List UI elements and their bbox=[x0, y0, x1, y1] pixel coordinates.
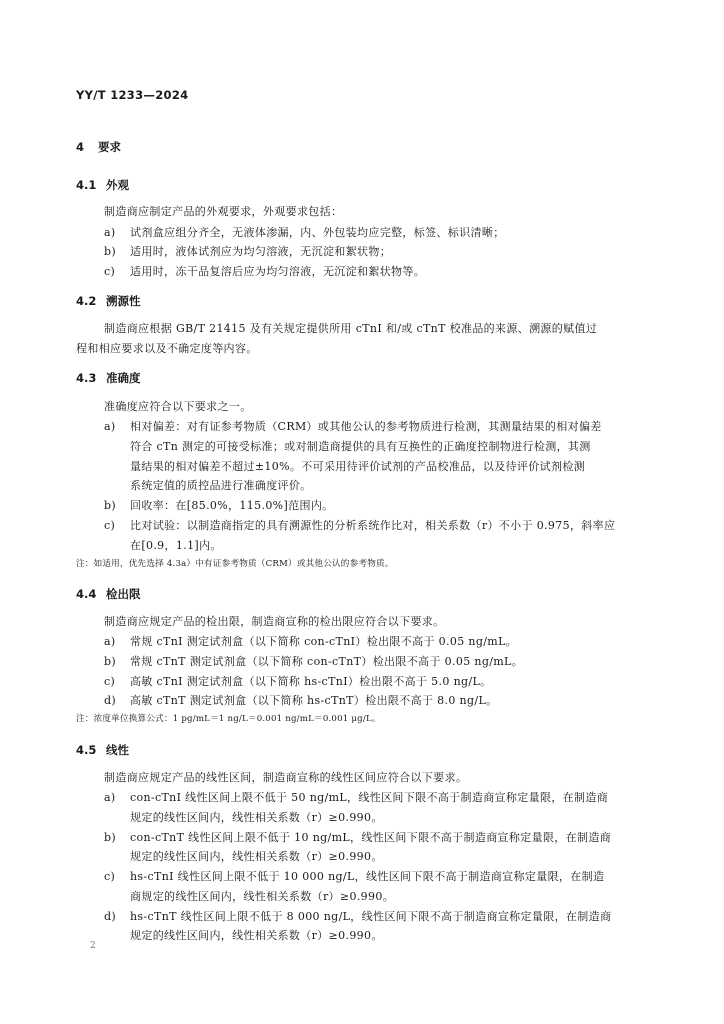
list-item bbox=[104, 243, 391, 259]
list-text: 适用时，冻干品复溶后应为均匀溶液，无沉淀和絮状物等。 bbox=[130, 265, 426, 278]
list-item bbox=[104, 633, 517, 649]
list-item bbox=[104, 263, 425, 279]
list-label: a) bbox=[104, 635, 116, 648]
list-item bbox=[104, 673, 491, 689]
list-item bbox=[104, 692, 497, 708]
paragraph-line: 制造商应根据 GB/T 21415 及有关规定提供所用 cTnI 和/或 cTnT 校准品的来源、溯源的赋值过 bbox=[104, 322, 598, 335]
list-label: c) bbox=[104, 519, 116, 532]
section-title: 外观 bbox=[106, 178, 129, 192]
list-text: 常规 cTnI 测定试剂盒（以下简称 con-cTnI）检出限不高于 0.05 ng/mL。 bbox=[130, 635, 518, 648]
list-label: b) bbox=[104, 655, 117, 668]
paragraph: 制造商应制定产品的外观要求，外观要求包括： bbox=[104, 205, 343, 218]
list-text: 高敏 cTnI 测定试剂盒（以下简称 hs-cTnI）检出限不高于 5.0 ng/L。 bbox=[130, 675, 492, 688]
list-label: d) bbox=[104, 910, 117, 923]
list-item bbox=[104, 418, 602, 434]
list-text: 试剂盒应组分齐全，无液体渗漏，内、外包装均应完整，标签、标识清晰； bbox=[130, 226, 505, 239]
list-label: d) bbox=[104, 694, 117, 707]
list-item bbox=[104, 224, 505, 240]
list-text-continuation: 符合 cTn 测定的可接受标准；或对制造商提供的具有互换性的正确度控制物进行检测，其测 bbox=[130, 440, 591, 453]
paragraph: 制造商应规定产品的线性区间，制造商宣称的线性区间应符合以下要求。 bbox=[104, 771, 468, 784]
list-item bbox=[104, 868, 604, 884]
list-text: 适用时，液体试剂应为均匀溶液，无沉淀和絮状物； bbox=[130, 245, 392, 258]
list-label: a) bbox=[104, 420, 116, 433]
list-text: hs-cTnT 线性区间上限不低于 8 000 ng/L，线性区间下限不高于制造商宣称定量限，在制造商 bbox=[130, 910, 612, 923]
section-number: 4.5 bbox=[76, 743, 97, 757]
list-item bbox=[104, 789, 608, 805]
note: 注：浓度单位换算公式：1 pg/mL＝1 ng/L＝0.001 ng/mL＝0.001 μg/L。 bbox=[76, 714, 381, 724]
section-4-1-heading bbox=[76, 177, 129, 193]
list-item bbox=[104, 829, 611, 845]
list-label: a) bbox=[104, 791, 116, 804]
list-label: c) bbox=[104, 675, 116, 688]
section-4-5-heading bbox=[76, 742, 129, 758]
paragraph-line: 程和相应要求以及不确定度等内容。 bbox=[76, 342, 258, 355]
section-title: 要求 bbox=[98, 140, 121, 154]
standard-number: YY/T 1233—2024 bbox=[76, 88, 189, 102]
section-4-heading bbox=[76, 139, 121, 155]
section-number: 4 bbox=[76, 140, 85, 154]
section-4-4-heading bbox=[76, 586, 141, 602]
section-title: 准确度 bbox=[106, 371, 141, 385]
section-number: 4.1 bbox=[76, 178, 97, 192]
list-text: 回收率：在[85.0%，115.0%]范围内。 bbox=[130, 499, 334, 512]
list-text-continuation: 规定的线性区间内，线性相关系数（r）≥0.990。 bbox=[130, 850, 383, 863]
section-number: 4.3 bbox=[76, 371, 97, 385]
list-label: a) bbox=[104, 226, 116, 239]
section-title: 溯源性 bbox=[106, 294, 141, 308]
list-text: 相对偏差：对有证参考物质（CRM）或其他公认的参考物质进行检测，其测量结果的相对偏差 bbox=[130, 420, 602, 433]
section-number: 4.2 bbox=[76, 294, 97, 308]
list-text-continuation: 系统定值的质控品进行准确度评价。 bbox=[130, 479, 312, 492]
paragraph: 准确度应符合以下要求之一。 bbox=[104, 400, 252, 413]
list-text: 比对试验：以制造商指定的具有溯源性的分析系统作比对，相关系数（r）不小于 0.975，斜率应 bbox=[130, 519, 616, 532]
section-4-3-heading bbox=[76, 370, 141, 386]
list-text-continuation: 量结果的相对偏差不超过±10%。不可采用待评价试剂的产品校准品，以及待评价试剂检测 bbox=[130, 460, 586, 473]
list-item bbox=[104, 908, 611, 924]
list-label: b) bbox=[104, 245, 117, 258]
section-title: 线性 bbox=[106, 743, 129, 757]
list-text: con-cTnI 线性区间上限不低于 50 ng/mL，线性区间下限不高于制造商宣称定量限，在制造商 bbox=[130, 791, 609, 804]
section-number: 4.4 bbox=[76, 587, 97, 601]
note: 注：如适用，优先选择 4.3a）中有证参考物质（CRM）或其他公认的参考物质。 bbox=[76, 559, 394, 569]
list-text-continuation: 规定的线性区间内，线性相关系数（r）≥0.990。 bbox=[130, 929, 383, 942]
list-text: hs-cTnI 线性区间上限不低于 10 000 ng/L，线性区间下限不高于制造商宣称定量限，在制造 bbox=[130, 870, 605, 883]
list-item bbox=[104, 653, 523, 669]
list-label: c) bbox=[104, 265, 116, 278]
page-number: 2 bbox=[90, 941, 96, 951]
list-text: con-cTnT 线性区间上限不低于 10 ng/mL，线性区间下限不高于制造商宣称定量限，在制造商 bbox=[130, 831, 612, 844]
list-label: b) bbox=[104, 499, 117, 512]
section-4-2-heading bbox=[76, 293, 141, 309]
list-item bbox=[104, 497, 334, 513]
list-text: 高敏 cTnT 测定试剂盒（以下简称 hs-cTnT）检出限不高于 8.0 ng/L。 bbox=[130, 694, 498, 707]
list-label: c) bbox=[104, 870, 116, 883]
list-text-continuation: 规定的线性区间内，线性相关系数（r）≥0.990。 bbox=[130, 811, 383, 824]
list-item bbox=[104, 517, 615, 533]
section-title: 检出限 bbox=[106, 587, 141, 601]
list-label: b) bbox=[104, 831, 117, 844]
list-text-continuation: 在[0.9，1.1]内。 bbox=[130, 539, 222, 552]
list-text: 常规 cTnT 测定试剂盒（以下简称 con-cTnT）检出限不高于 0.05 ng/mL。 bbox=[130, 655, 524, 668]
paragraph: 制造商应规定产品的检出限，制造商宣称的检出限应符合以下要求。 bbox=[104, 615, 445, 628]
list-text-continuation: 商规定的线性区间内，线性相关系数（r）≥0.990。 bbox=[130, 890, 395, 903]
